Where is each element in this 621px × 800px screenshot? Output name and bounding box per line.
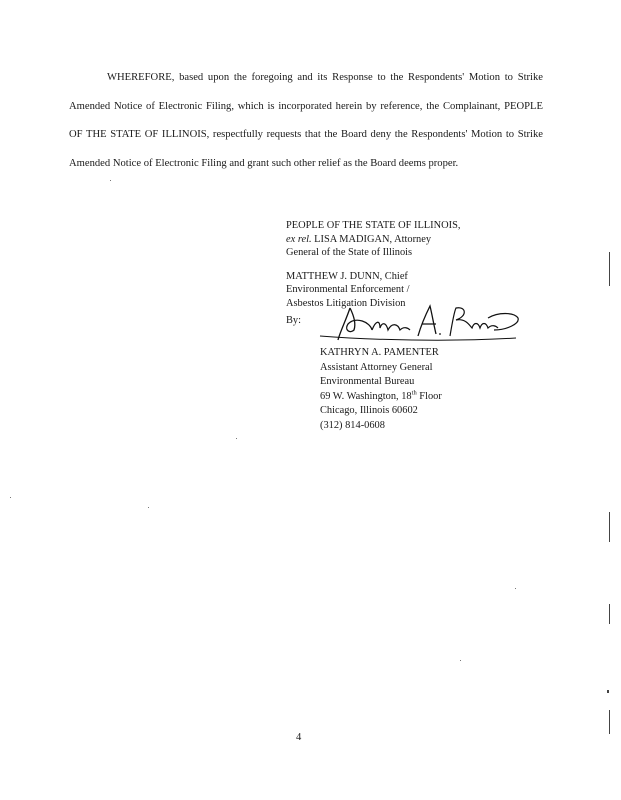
address-floor: Floor <box>416 390 442 402</box>
division-chief: MATTHEW J. DUNN, Chief <box>286 270 408 282</box>
scan-speck <box>515 588 516 589</box>
scan-speck <box>148 507 149 508</box>
address-ordinal: th <box>411 389 417 397</box>
scan-speck <box>110 180 111 181</box>
party-ex-rel <box>286 233 460 247</box>
page-number: 4 <box>296 732 302 743</box>
closing-paragraph <box>69 64 543 178</box>
signer-name: KATHRYN A. PAMENTER <box>320 347 439 358</box>
closing-paragraph-text: WHEREFORE, based upon the foregoing and its Response to the Respondents' Motion to Strike Amended Notice of Electronic Filing, which is incorporated herein by reference, the Complainant, PEOPLE OF THE STATE OF ILLINOIS, respectfully requests that the Board deny the Respondents' Motion to Strike Amended Notice of Electronic Filing and grant such other relief as the Board deems proper. <box>69 72 543 169</box>
scan-speck <box>10 497 11 498</box>
division-unit: Asbestos Litigation Division <box>286 297 406 309</box>
scan-artifact <box>609 604 610 624</box>
party-name: PEOPLE OF THE STATE OF ILLINOIS, <box>286 220 461 231</box>
signature-block <box>286 219 460 328</box>
signer-city: Chicago, Illinois 60602 <box>320 405 418 416</box>
scan-speck <box>236 438 237 439</box>
signer-address <box>320 390 442 405</box>
signer-details <box>320 346 442 433</box>
division-name: Environmental Enforcement / <box>286 284 410 295</box>
by-row <box>286 314 460 328</box>
signer-bureau: Environmental Bureau <box>320 376 415 387</box>
signer-phone: (312) 814-0608 <box>320 419 385 431</box>
signer-title: Assistant Attorney General <box>320 361 433 373</box>
ex-rel-text: ex rel. <box>286 233 312 245</box>
address-street: 69 W. Washington, 18 <box>320 390 412 402</box>
scan-artifact <box>609 512 610 542</box>
scan-artifact <box>609 252 610 286</box>
attorney-general-name: LISA MADIGAN, Attorney <box>311 233 432 245</box>
scan-artifact <box>607 690 609 693</box>
by-label: By: <box>286 315 302 326</box>
scan-speck <box>460 660 461 661</box>
scan-artifact <box>609 710 610 734</box>
handwritten-signature <box>310 300 520 346</box>
party-title: General of the State of Illinois <box>286 247 413 258</box>
